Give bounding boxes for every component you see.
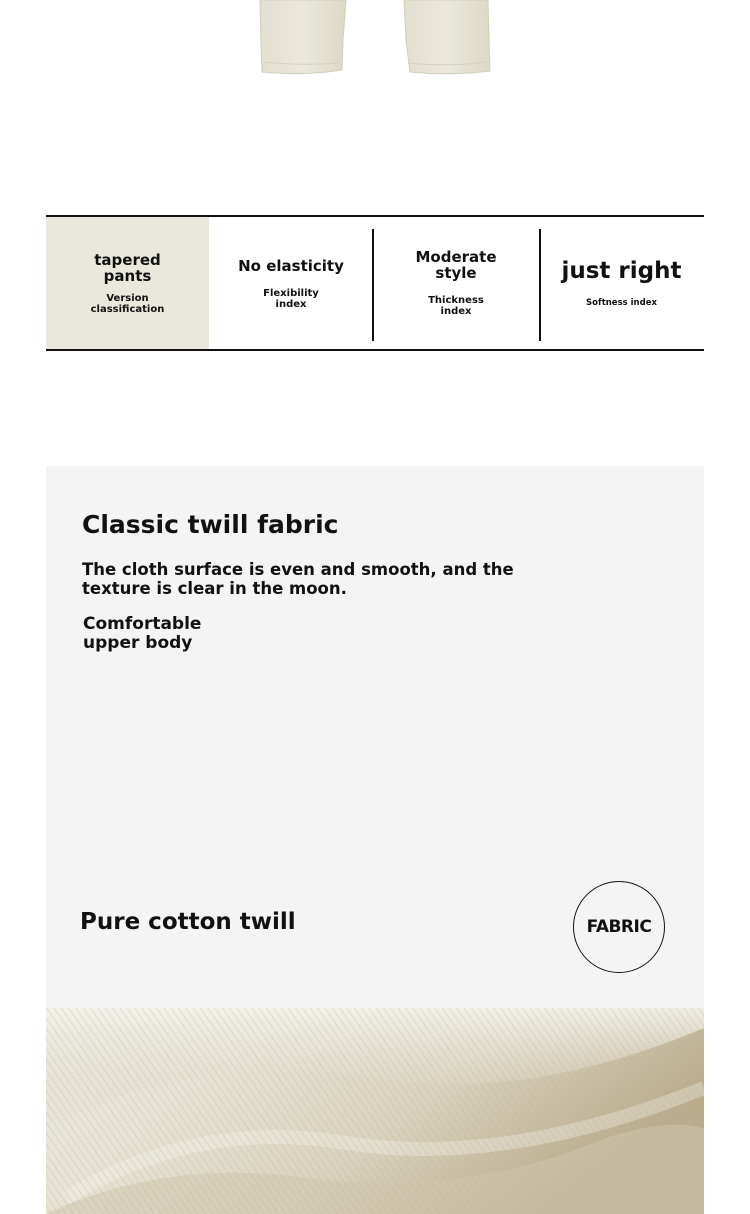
fabric-badge-label: FABRIC [586, 917, 652, 937]
fabric-comfort-text: Comfortable upper body [83, 614, 202, 653]
fabric-description: The cloth surface is even and smooth, and the texture is clear in the moon. [82, 560, 514, 598]
divider [372, 229, 374, 341]
attribute-label: Version classification [90, 292, 165, 315]
divider [539, 229, 541, 341]
attribute-thickness [373, 217, 539, 349]
fabric-section [46, 466, 704, 1008]
attribute-value: No elasticity [238, 257, 344, 275]
attribute-softness [539, 217, 704, 349]
attribute-label: Flexibility index [263, 288, 319, 310]
fabric-closeup-image [46, 1008, 704, 1214]
pants-product-image [0, 0, 750, 80]
fabric-badge [573, 881, 665, 973]
attribute-value: Moderate style [415, 248, 497, 282]
attribute-value: tapered pants [94, 250, 161, 285]
attribute-label: Thickness index [428, 295, 484, 317]
product-attributes [46, 215, 704, 351]
attribute-value: just right [561, 257, 682, 284]
attribute-flexibility [209, 217, 373, 349]
fabric-caption: Pure cotton twill [80, 909, 296, 935]
fabric-title: Classic twill fabric [82, 510, 339, 539]
attribute-version [46, 217, 209, 349]
attribute-label: Softness index [586, 297, 657, 308]
